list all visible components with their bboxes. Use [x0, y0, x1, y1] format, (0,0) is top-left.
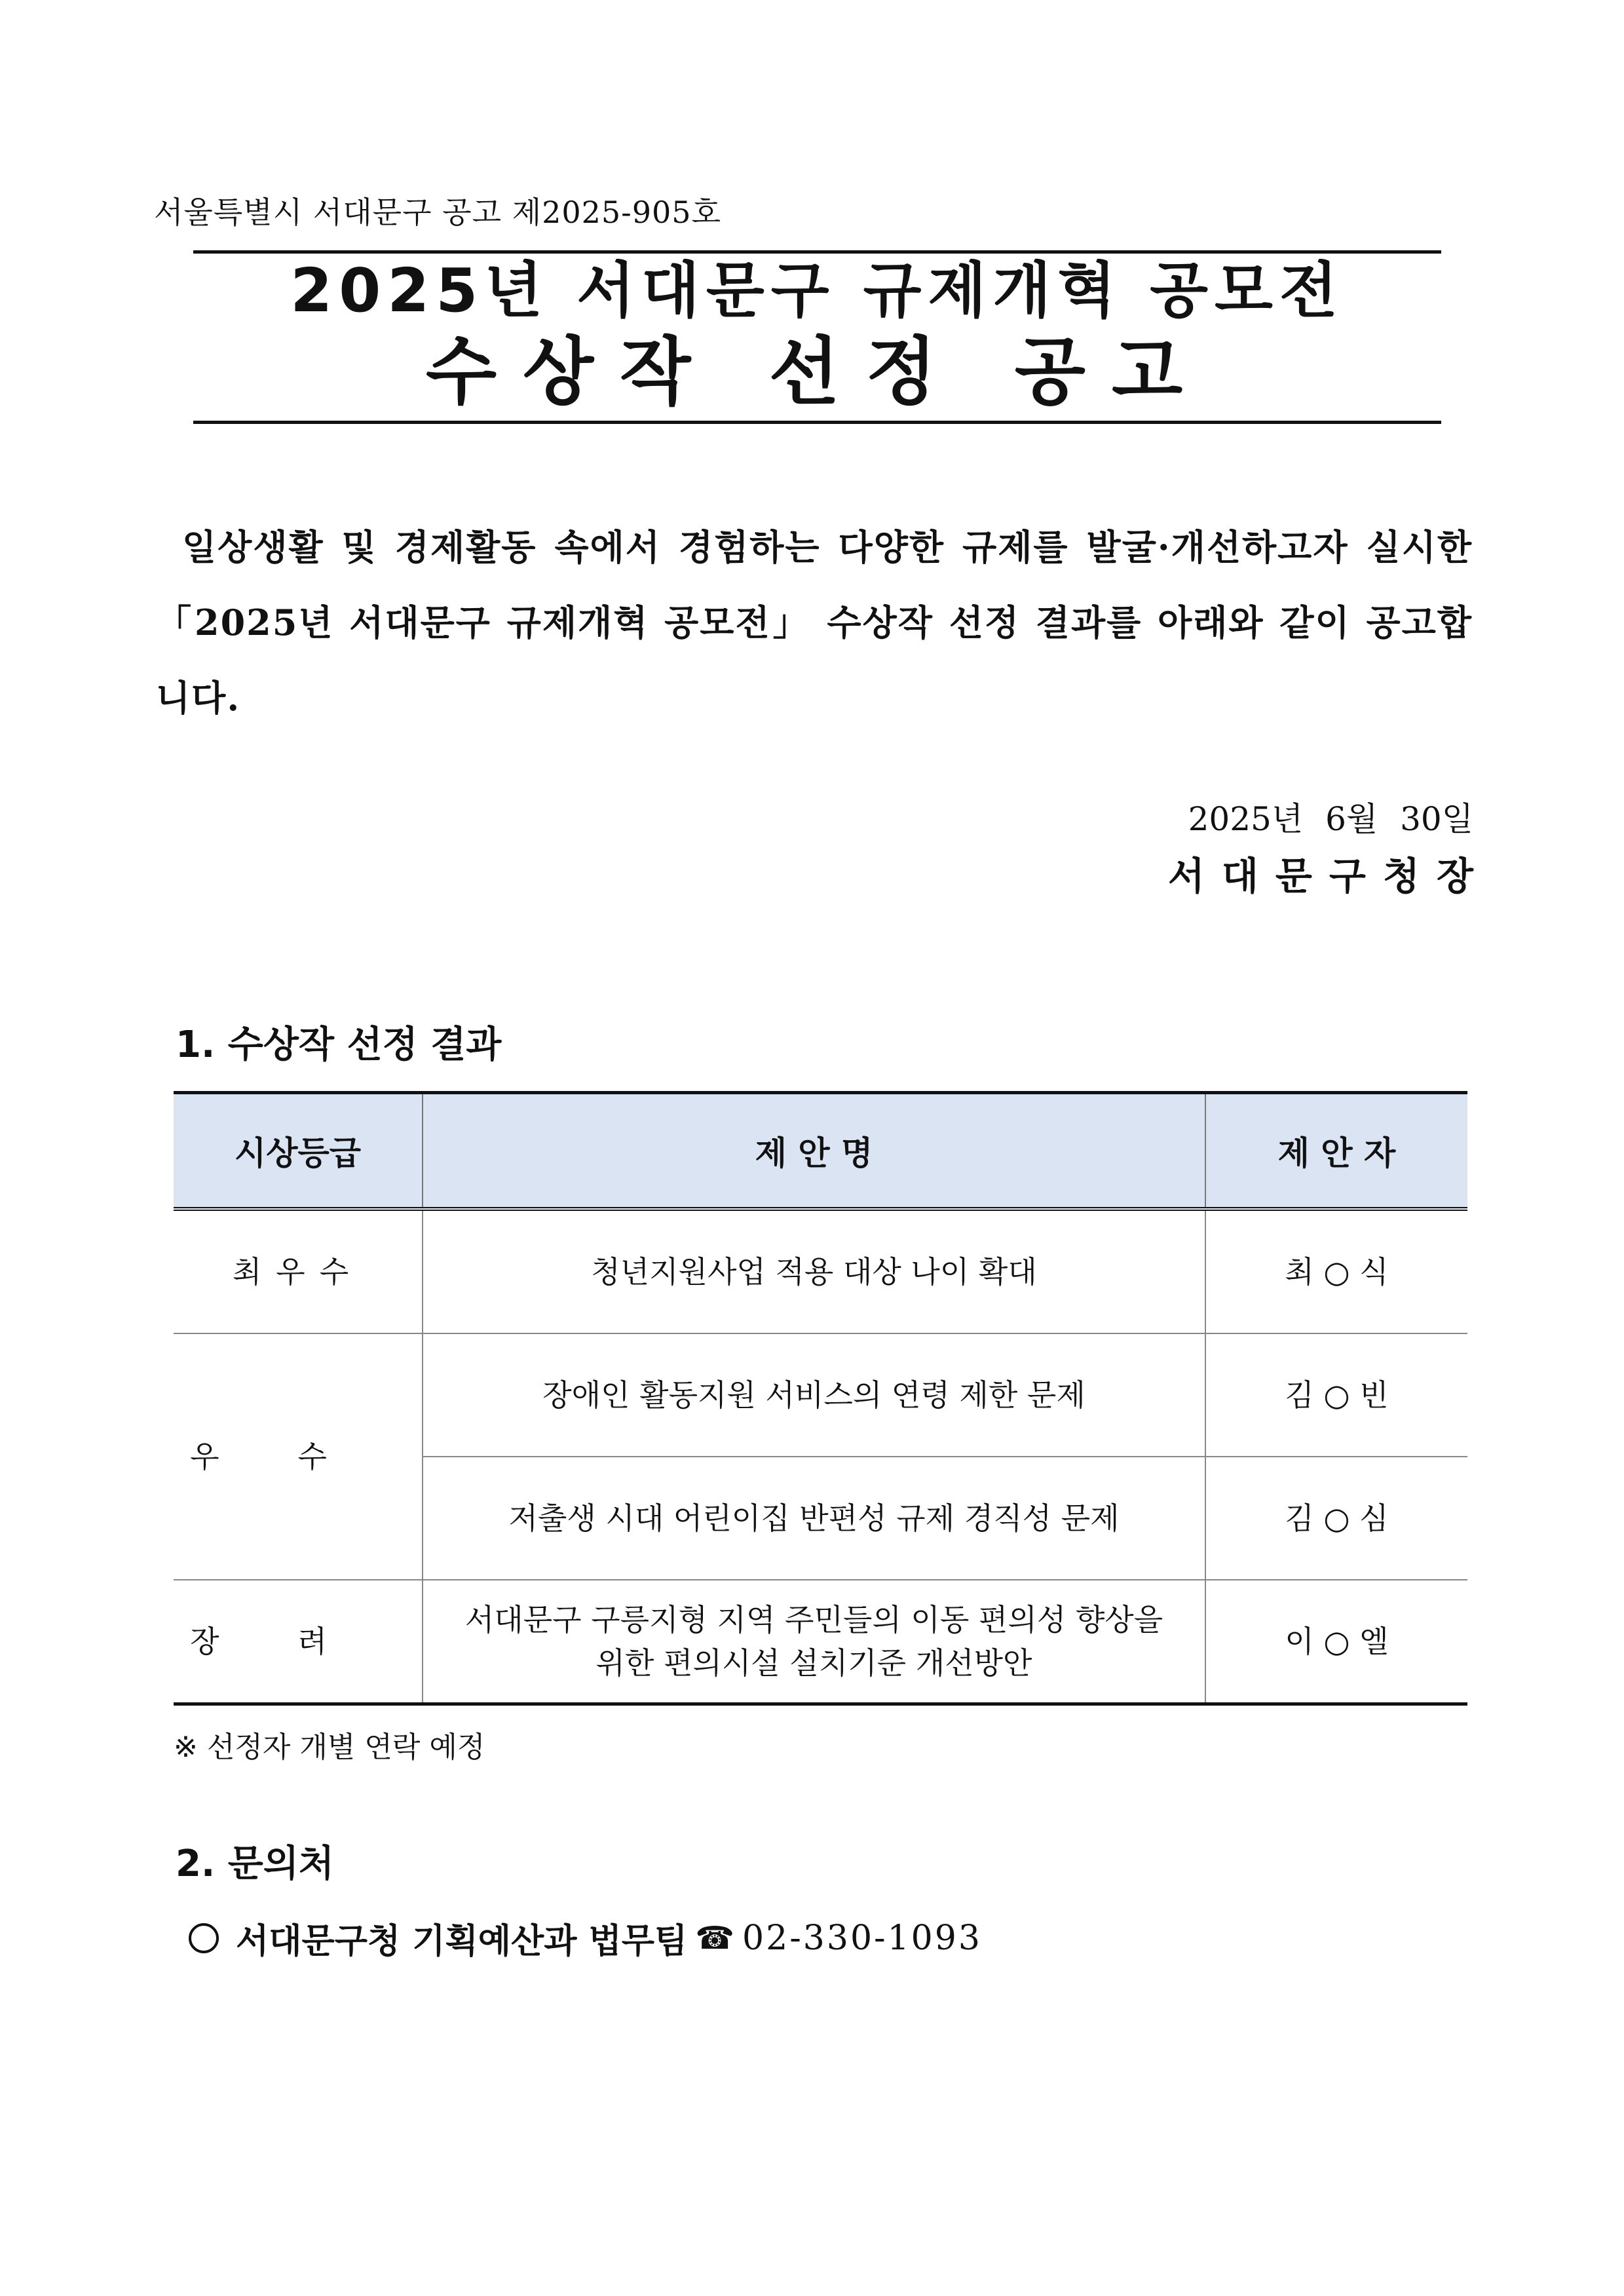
header-proposal: 제 안 명 [423, 1093, 1205, 1210]
proposal-cell: 장애인 활동지원 서비스의 연령 제한 문제 [423, 1333, 1205, 1457]
table-row [174, 1209, 1467, 1333]
announcement-date: 2025년 6월 30일 [1188, 800, 1473, 838]
table-row [174, 1333, 1467, 1457]
title-top-rule [193, 250, 1441, 254]
proposer-cell: 김 ○ 심 [1205, 1457, 1467, 1580]
grade-cell: 우수 [174, 1333, 423, 1580]
notice-number: 서울특별시 서대문구 공고 제2025-905호 [154, 195, 721, 230]
table-header-row [174, 1093, 1467, 1210]
header-proposer: 제 안 자 [1205, 1093, 1467, 1210]
contact-phone: 02-330-1093 [742, 1918, 982, 1958]
proposer-cell: 최 ○ 식 [1205, 1209, 1467, 1333]
proposal-cell [423, 1580, 1205, 1704]
announcement-body: 일상생활 및 경제활동 속에서 경험하는 다양한 규제를 발굴·개선하고자 실시한 「2025년 서대문구 규제개혁 공모전」 수상작 선정 결과를 아래와 같이 공고합니다. [156, 526, 1473, 719]
proposal-cell: 저출생 시대 어린이집 반편성 규제 경직성 문제 [423, 1457, 1205, 1580]
signer: 서대문구청장 [1167, 854, 1490, 898]
proposal-line: 서대문구 구릉지형 지역 주민들의 이동 편의성 향상을 [464, 1602, 1163, 1637]
section2-heading: 2. 문의처 [176, 1843, 335, 1885]
section1-heading: 1. 수상작 선정 결과 [176, 1024, 502, 1066]
proposer-cell: 이 ○ 엘 [1205, 1580, 1467, 1704]
proposer-cell: 김 ○ 빈 [1205, 1333, 1467, 1457]
contact-department: 서대문구청 기획예산과 법무팀 [236, 1921, 688, 1961]
title-bottom-rule [193, 421, 1441, 424]
circle-bullet-icon [189, 1923, 219, 1953]
header-grade: 시상등급 [174, 1093, 423, 1210]
grade-cell: 장려 [174, 1580, 423, 1704]
phone-icon: ☎ [695, 1919, 735, 1957]
page-title-line2: 수상작 선정 공고 [425, 330, 1209, 415]
proposal-line: 위한 편의시설 설치기준 개선방안 [595, 1645, 1032, 1681]
table-row [174, 1580, 1467, 1704]
page-title-line1: 2025년 서대문구 규제개혁 공모전 [290, 256, 1344, 326]
table-note: ※ 선정자 개별 연락 예정 [174, 1731, 485, 1764]
grade-cell: 최우수 [174, 1209, 423, 1333]
proposal-cell: 청년지원사업 적용 대상 나이 확대 [423, 1209, 1205, 1333]
results-table [174, 1091, 1467, 1706]
contact-line [189, 1913, 982, 1962]
